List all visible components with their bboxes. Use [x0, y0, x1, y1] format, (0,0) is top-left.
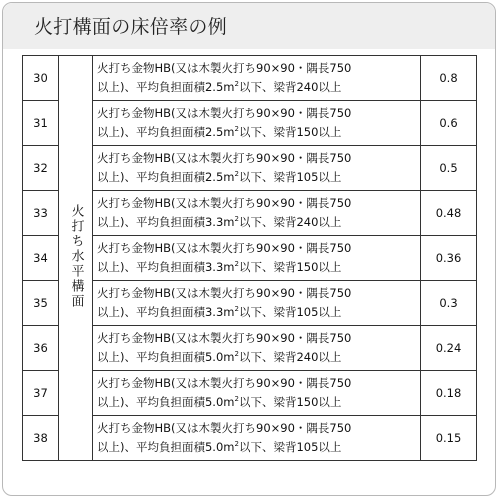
specification-cell	[93, 281, 421, 326]
floor-ratio-value: 0.5	[421, 146, 477, 191]
floor-ratio-value: 0.24	[421, 326, 477, 371]
floor-ratio-value: 0.3	[421, 281, 477, 326]
specification-line-2	[97, 393, 420, 412]
specification-line-1: 火打ち金物HB(又は木製火打ち90×90・隅長750	[97, 286, 352, 300]
square-unit-superscript: 2	[234, 395, 239, 404]
table-row	[23, 56, 477, 101]
spec-area-text: 以上)、平均負担面積2.5m	[97, 80, 235, 94]
floor-ratio-value: 0.48	[421, 191, 477, 236]
table-body	[23, 56, 477, 461]
square-unit-superscript: 2	[234, 440, 239, 449]
specification-cell	[93, 191, 421, 236]
specification-line-2	[97, 123, 420, 142]
specification-line-1: 火打ち金物HB(又は木製火打ち90×90・隅長750	[97, 331, 352, 345]
specification-line-2	[97, 213, 420, 232]
row-number: 37	[23, 371, 59, 416]
specification-line-2	[97, 168, 420, 187]
specification-cell	[93, 56, 421, 101]
row-number: 30	[23, 56, 59, 101]
spec-area-text: 以上)、平均負担面積3.3m	[97, 305, 235, 319]
spec-beam-text: 以下、梁背150以上	[238, 395, 342, 409]
spec-area-text: 以上)、平均負担面積3.3m	[97, 215, 235, 229]
floor-ratio-value: 0.15	[421, 416, 477, 461]
specification-line-1: 火打ち金物HB(又は木製火打ち90×90・隅長750	[97, 106, 352, 120]
row-number: 32	[23, 146, 59, 191]
spec-beam-text: 以下、梁背150以上	[238, 260, 342, 274]
specification-line-2	[97, 303, 420, 322]
spec-beam-text: 以下、梁背240以上	[238, 350, 342, 364]
row-number: 38	[23, 416, 59, 461]
spec-beam-text: 以下、梁背240以上	[238, 80, 342, 94]
specification-line-1: 火打ち金物HB(又は木製火打ち90×90・隅長750	[97, 376, 352, 390]
spec-beam-text: 以下、梁背105以上	[238, 170, 342, 184]
specification-line-1: 火打ち金物HB(又は木製火打ち90×90・隅長750	[97, 241, 352, 255]
row-number: 34	[23, 236, 59, 281]
specification-line-1: 火打ち金物HB(又は木製火打ち90×90・隅長750	[97, 196, 352, 210]
specification-cell	[93, 371, 421, 416]
specification-cell	[93, 416, 421, 461]
floor-ratio-value: 0.18	[421, 371, 477, 416]
card-header	[3, 3, 495, 49]
specification-line-2	[97, 438, 420, 457]
specification-line-1: 火打ち金物HB(又は木製火打ち90×90・隅長750	[97, 151, 352, 165]
row-number: 31	[23, 101, 59, 146]
spec-area-text: 以上)、平均負担面積5.0m	[97, 350, 235, 364]
square-unit-superscript: 2	[234, 170, 239, 179]
square-unit-superscript: 2	[234, 80, 239, 89]
spec-beam-text: 以下、梁背150以上	[238, 125, 342, 139]
spec-beam-text: 以下、梁背105以上	[238, 305, 342, 319]
floor-ratio-table	[22, 55, 477, 461]
spec-beam-text: 以下、梁背105以上	[238, 440, 342, 454]
square-unit-superscript: 2	[234, 350, 239, 359]
row-number: 33	[23, 191, 59, 236]
page-title: 火打構面の床倍率の例	[34, 16, 228, 38]
specification-cell	[93, 326, 421, 371]
row-number: 36	[23, 326, 59, 371]
specification-cell	[93, 146, 421, 191]
specification-line-2	[97, 348, 420, 367]
floor-ratio-value: 0.6	[421, 101, 477, 146]
spec-area-text: 以上)、平均負担面積2.5m	[97, 125, 235, 139]
square-unit-superscript: 2	[234, 215, 239, 224]
specification-line-2	[97, 78, 420, 97]
floor-ratio-value: 0.8	[421, 56, 477, 101]
spec-area-text: 以上)、平均負担面積5.0m	[97, 440, 235, 454]
spec-beam-text: 以下、梁背240以上	[238, 215, 342, 229]
spec-area-text: 以上)、平均負担面積2.5m	[97, 170, 235, 184]
specification-cell	[93, 101, 421, 146]
square-unit-superscript: 2	[234, 125, 239, 134]
specification-cell	[93, 236, 421, 281]
square-unit-superscript: 2	[234, 305, 239, 314]
card-panel	[2, 2, 496, 496]
specification-line-2	[97, 258, 420, 277]
spec-area-text: 以上)、平均負担面積3.3m	[97, 260, 235, 274]
specification-line-1: 火打ち金物HB(又は木製火打ち90×90・隅長750	[97, 61, 352, 75]
square-unit-superscript: 2	[234, 260, 239, 269]
spec-area-text: 以上)、平均負担面積5.0m	[97, 395, 235, 409]
category-cell	[59, 56, 93, 461]
row-number: 35	[23, 281, 59, 326]
specification-line-1: 火打ち金物HB(又は木製火打ち90×90・隅長750	[97, 421, 352, 435]
floor-ratio-value: 0.36	[421, 236, 477, 281]
category-label: 火打ち水平構面	[68, 204, 84, 309]
